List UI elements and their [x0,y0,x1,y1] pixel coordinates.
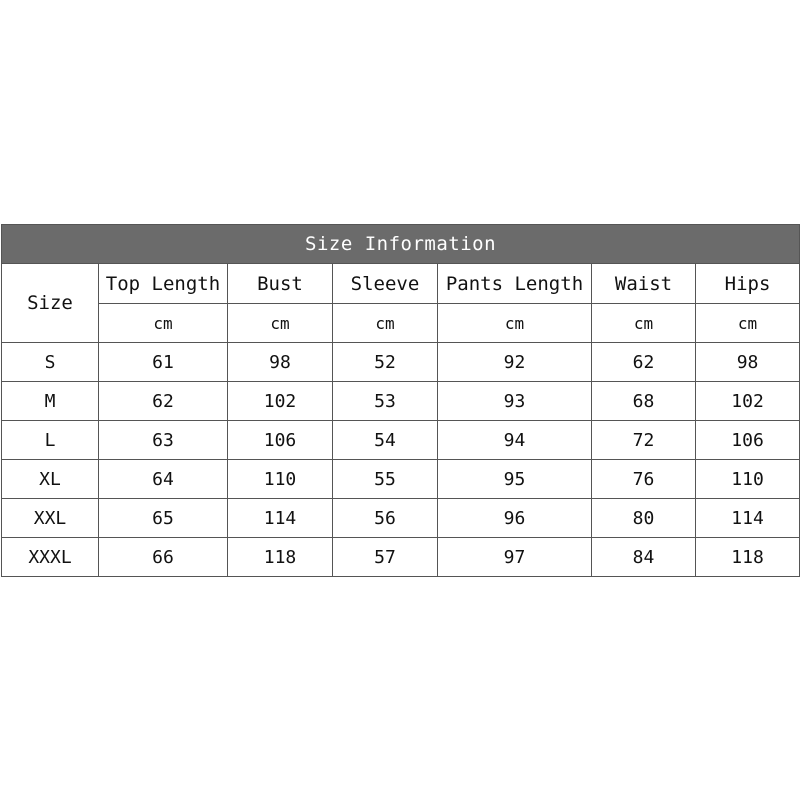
unit-row [2,304,800,343]
table-cell: 94 [438,421,592,460]
column-header-hips: Hips [696,264,800,304]
title-row [2,225,800,264]
table-cell: 72 [592,421,696,460]
table-cell: 63 [99,421,228,460]
table-cell: 62 [592,343,696,382]
table-cell: 52 [333,343,438,382]
table-cell: 68 [592,382,696,421]
table-cell: 66 [99,538,228,577]
table-row [2,460,800,499]
table-cell: 55 [333,460,438,499]
table-row [2,421,800,460]
column-header-sleeve: Sleeve [333,264,438,304]
size-label: M [2,382,99,421]
column-header-pants-length: Pants Length [438,264,592,304]
table-cell: 76 [592,460,696,499]
table-cell: 96 [438,499,592,538]
column-header-top-length: Top Length [99,264,228,304]
table-title: Size Information [2,225,800,264]
table-cell: 106 [696,421,800,460]
table-cell: 97 [438,538,592,577]
unit-waist: cm [592,304,696,343]
unit-pants-length: cm [438,304,592,343]
size-label: L [2,421,99,460]
table-cell: 54 [333,421,438,460]
table-cell: 114 [696,499,800,538]
header-row [2,264,800,304]
unit-hips: cm [696,304,800,343]
table-cell: 64 [99,460,228,499]
table-cell: 98 [228,343,333,382]
table-cell: 110 [228,460,333,499]
table-cell: 56 [333,499,438,538]
table-cell: 118 [228,538,333,577]
table-row [2,382,800,421]
table-cell: 92 [438,343,592,382]
unit-sleeve: cm [333,304,438,343]
table-cell: 118 [696,538,800,577]
table-row [2,499,800,538]
size-label: XXL [2,499,99,538]
size-label: S [2,343,99,382]
table-cell: 57 [333,538,438,577]
table-cell: 110 [696,460,800,499]
table-cell: 62 [99,382,228,421]
table-cell: 102 [228,382,333,421]
size-label: XL [2,460,99,499]
table-cell: 114 [228,499,333,538]
table-cell: 61 [99,343,228,382]
size-column-header: Size [2,264,99,343]
table-cell: 80 [592,499,696,538]
size-information-table [1,224,800,577]
size-label: XXXL [2,538,99,577]
column-header-waist: Waist [592,264,696,304]
table-cell: 102 [696,382,800,421]
column-header-bust: Bust [228,264,333,304]
table-cell: 106 [228,421,333,460]
table-cell: 98 [696,343,800,382]
unit-top-length: cm [99,304,228,343]
table-cell: 93 [438,382,592,421]
table-cell: 53 [333,382,438,421]
table-row [2,538,800,577]
table-row [2,343,800,382]
unit-bust: cm [228,304,333,343]
table-cell: 95 [438,460,592,499]
table-cell: 65 [99,499,228,538]
table-cell: 84 [592,538,696,577]
